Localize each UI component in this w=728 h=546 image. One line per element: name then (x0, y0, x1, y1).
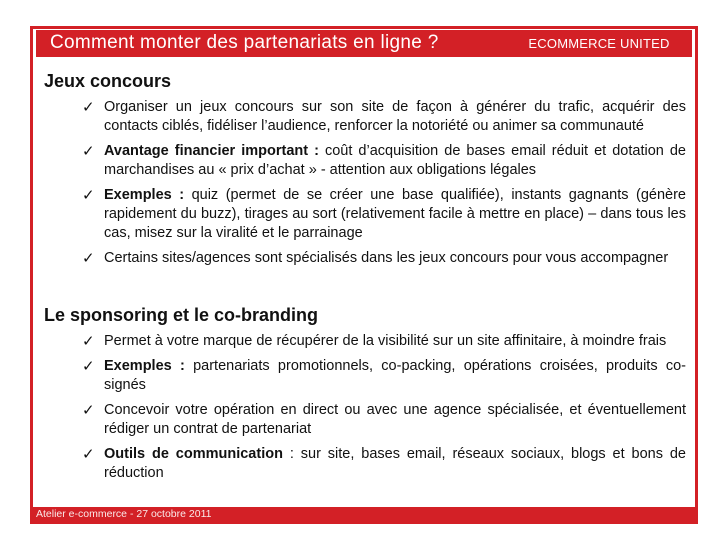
checkmark-icon: ✓ (82, 446, 95, 463)
section-title: Jeux concours (44, 71, 172, 91)
checkmark-icon: ✓ (82, 187, 95, 204)
slide-title: Comment monter des partenariats en ligne ? (50, 32, 439, 53)
checkmark-icon: ✓ (82, 358, 95, 375)
checkmark-icon: ✓ (82, 250, 95, 267)
checkmark-icon: ✓ (82, 402, 95, 419)
checkmark-icon: ✓ (82, 99, 95, 116)
section-sponsoring (44, 304, 686, 483)
footer-text: Atelier e-commerce - 27 octobre 2011 (36, 508, 212, 520)
list-item: ✓ Outils de communication : sur site, bases email, réseaux sociaux, blogs et bons de réduction (82, 446, 687, 481)
list-item: ✓ Organiser un jeux concours sur son site de façon à générer du trafic, acquérir des contacts ciblés, fidéliser l’audience, renforcer la notoriété ou animer sa communauté (82, 99, 686, 134)
slide-content (44, 70, 686, 489)
brand-badge (516, 32, 682, 54)
brand-label: ECOMMERCE UNITED (516, 32, 682, 54)
bullet-list (44, 332, 686, 483)
section-title: Le sponsoring et le co-branding (44, 305, 319, 325)
list-item: ✓ Avantage financier important : coût d’acquisition de bases email réduit et dotation de marchandises au « prix d’achat » - attention aux obligations légales (82, 143, 686, 178)
checkmark-icon: ✓ (82, 333, 95, 350)
bullet-list (44, 98, 686, 268)
list-item: ✓ Certains sites/agences sont spécialisés dans les jeux concours pour vous accompagner (82, 250, 669, 267)
list-item: ✓ Concevoir votre opération en direct ou avec une agence spécialisée, et éventuellement rédiger un contrat de partenariat (82, 402, 686, 437)
list-item: ✓ Permet à votre marque de récupérer de la visibilité sur un site affinitaire, à moindre frais (82, 333, 667, 350)
list-item: ✓ Exemples : quiz (permet de se créer une base qualifiée), instants gagnants (génère rapidement du buzz), tirages au sort (relativement facile à mettre en place) – dans tous les cas, misez sur la viralité et le parrainage (82, 187, 686, 241)
list-item: ✓ Exemples : partenariats promotionnels, co-packing, opérations croisées, produits co-signés (82, 358, 686, 393)
checkmark-icon: ✓ (82, 143, 95, 160)
section-jeux-concours (44, 70, 686, 268)
